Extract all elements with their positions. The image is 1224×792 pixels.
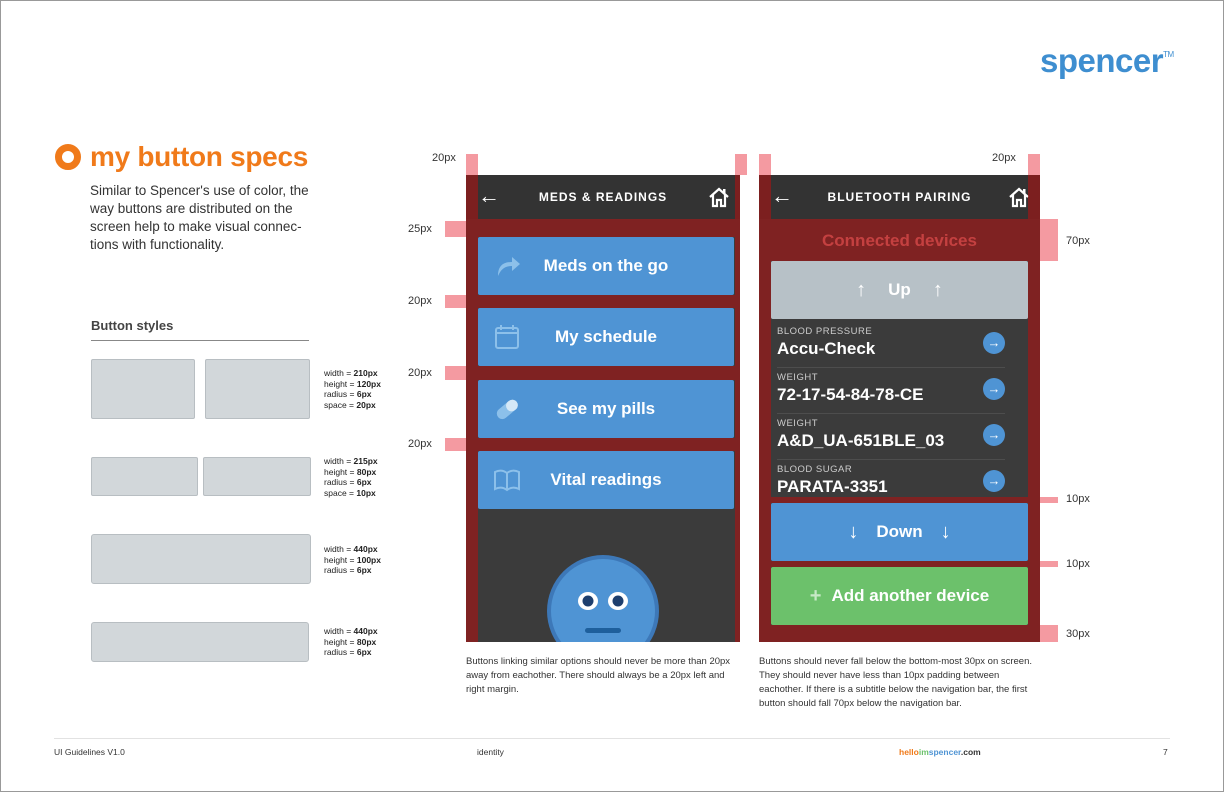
device-name: 72-17-54-84-78-CE	[777, 385, 924, 404]
see-my-pills-button[interactable]	[478, 380, 734, 438]
nav-title: MEDS & READINGS	[538, 190, 668, 204]
button-label: Vital readings	[550, 470, 662, 489]
dim-marker-20px-a	[445, 295, 466, 308]
sample-button-210x120-right	[205, 359, 310, 419]
device-row[interactable]	[777, 367, 1005, 414]
footer-center: identity	[477, 747, 504, 757]
dim-marker-10px-a	[1040, 497, 1058, 503]
footer-left: UI Guidelines V1.0	[54, 747, 125, 757]
spec-block-3: width = 440px height = 100px radius = 6px	[324, 544, 381, 575]
title-ring-icon	[55, 144, 81, 170]
button-label: Up	[888, 280, 911, 299]
dim-label: 20px	[408, 438, 432, 450]
left-margin-overlay	[466, 175, 478, 642]
down-arrow-icon: ↓	[848, 520, 859, 543]
nav-title: BLUETOOTH PAIRING	[827, 190, 972, 204]
navbar	[759, 175, 1040, 219]
device-category: WEIGHT	[777, 418, 818, 429]
sample-button-210x120-left	[91, 359, 195, 419]
dim-label: 10px	[1066, 558, 1090, 570]
dim-label: 20px	[992, 152, 1016, 164]
gap-overlay-10-b	[771, 561, 1028, 567]
scroll-up-button[interactable]	[771, 261, 1028, 319]
dim-marker-20px-top	[1028, 154, 1040, 175]
dim-marker-25px	[445, 221, 466, 237]
share-arrow-icon	[492, 251, 522, 281]
gap-overlay-2	[478, 366, 735, 380]
sample-button-440x100	[91, 534, 311, 584]
button-label: My schedule	[554, 327, 658, 346]
device-name: Accu-Check	[777, 339, 876, 358]
up-arrow-icon: ↑	[856, 278, 867, 301]
right-margin-overlay	[1028, 175, 1040, 642]
top-gap-overlay	[478, 219, 735, 237]
spec-block-2: width = 215px height = 80px radius = 6px space = 10px	[324, 456, 378, 498]
down-arrow-icon: ↓	[940, 520, 951, 543]
device-row[interactable]	[777, 321, 1005, 368]
device-name: A&D_UA-651BLE_03	[777, 431, 945, 450]
intro-text: Similar to Spencer's use of color, the way buttons are distributed on the screen help to make visual connec-tions with functionality.	[90, 183, 309, 252]
button-label: See my pills	[556, 399, 656, 418]
plus-icon: +	[809, 584, 822, 607]
gap-overlay-10-a	[771, 497, 1028, 503]
dim-marker-70px	[1040, 219, 1058, 261]
device-row[interactable]	[777, 459, 1005, 499]
phone1-caption: Buttons linking similar options should never be more than 20px away from eachother. There should always be a 20px left and right margin.	[466, 656, 731, 695]
dim-marker-20px-right	[735, 154, 747, 175]
phone-meds-readings	[466, 175, 740, 642]
dim-label: 10px	[1066, 493, 1090, 505]
footer-divider	[54, 738, 1170, 739]
scroll-down-button[interactable]	[771, 503, 1028, 561]
bottom-gap-overlay	[771, 625, 1028, 642]
sample-button-215x80-left	[91, 457, 198, 496]
my-schedule-button[interactable]	[478, 308, 734, 366]
home-icon[interactable]	[708, 186, 730, 208]
dim-label: 20px	[408, 295, 432, 307]
dim-marker-30px	[1040, 625, 1058, 642]
spencer-mascot-icon	[546, 555, 660, 642]
page-number: 7	[1163, 747, 1168, 757]
left-margin-overlay	[759, 175, 771, 642]
button-label: Meds on the go	[543, 256, 669, 275]
pill-icon	[492, 394, 522, 424]
device-name: PARATA-3351	[777, 477, 888, 496]
spencer-logo: spencer™	[1040, 42, 1174, 79]
arrow-right-icon[interactable]: →	[983, 470, 1005, 492]
gap-overlay-1	[478, 295, 735, 308]
up-arrow-icon: ↑	[932, 278, 943, 301]
spec-block-1: width = 210px height = 120px radius = 6px space = 20px	[324, 368, 381, 410]
vital-readings-button[interactable]	[478, 451, 734, 509]
dim-marker-20px-b	[445, 366, 466, 380]
back-arrow-icon[interactable]: ←	[478, 183, 500, 208]
dim-marker-20px-top	[466, 154, 478, 175]
page-title: my button specs	[90, 141, 308, 172]
dim-marker-10px-b	[1040, 561, 1058, 567]
dim-label: 20px	[432, 152, 456, 164]
dim-marker-20px-c	[445, 438, 466, 451]
footer-url[interactable]: helloimspencer.com	[899, 747, 981, 757]
button-styles-title: Button styles	[91, 318, 174, 333]
book-icon	[492, 465, 522, 495]
dim-marker-20px-left	[759, 154, 771, 175]
dim-label: 25px	[408, 223, 432, 235]
home-icon[interactable]	[1008, 186, 1030, 208]
back-arrow-icon[interactable]: ←	[771, 183, 793, 208]
arrow-right-icon[interactable]: →	[983, 424, 1005, 446]
sample-button-440x80	[91, 622, 309, 662]
dim-label: 20px	[408, 367, 432, 379]
dim-label: 30px	[1066, 628, 1090, 640]
sample-button-215x80-right	[203, 457, 311, 496]
phone2-caption: Buttons should never fall below the bottom-most 30px on screen. They should never have less than 10px padding between eachother. If there is a subtitle below the navigation bar, the first button should fall 70px below the navigation bar.	[759, 656, 1033, 709]
device-category: WEIGHT	[777, 372, 818, 383]
add-another-device-button[interactable]	[771, 567, 1028, 625]
button-label: Down	[876, 522, 923, 541]
dim-label: 70px	[1066, 235, 1090, 247]
device-category: BLOOD PRESSURE	[777, 326, 873, 337]
subtitle-gap-overlay	[771, 219, 1028, 261]
arrow-right-icon[interactable]: →	[983, 378, 1005, 400]
button-label: Add another device	[831, 586, 990, 605]
calendar-icon	[492, 322, 522, 352]
gap-overlay-3	[478, 438, 735, 451]
phone-bluetooth-pairing	[759, 175, 1040, 642]
device-row[interactable]	[777, 413, 1005, 460]
arrow-right-icon[interactable]: →	[983, 332, 1005, 354]
right-margin-overlay	[735, 175, 740, 642]
button-styles-divider	[91, 340, 309, 341]
navbar	[466, 175, 740, 219]
device-category: BLOOD SUGAR	[777, 464, 853, 475]
meds-on-the-go-button[interactable]	[478, 237, 734, 295]
spec-block-4: width = 440px height = 80px radius = 6px	[324, 626, 378, 657]
